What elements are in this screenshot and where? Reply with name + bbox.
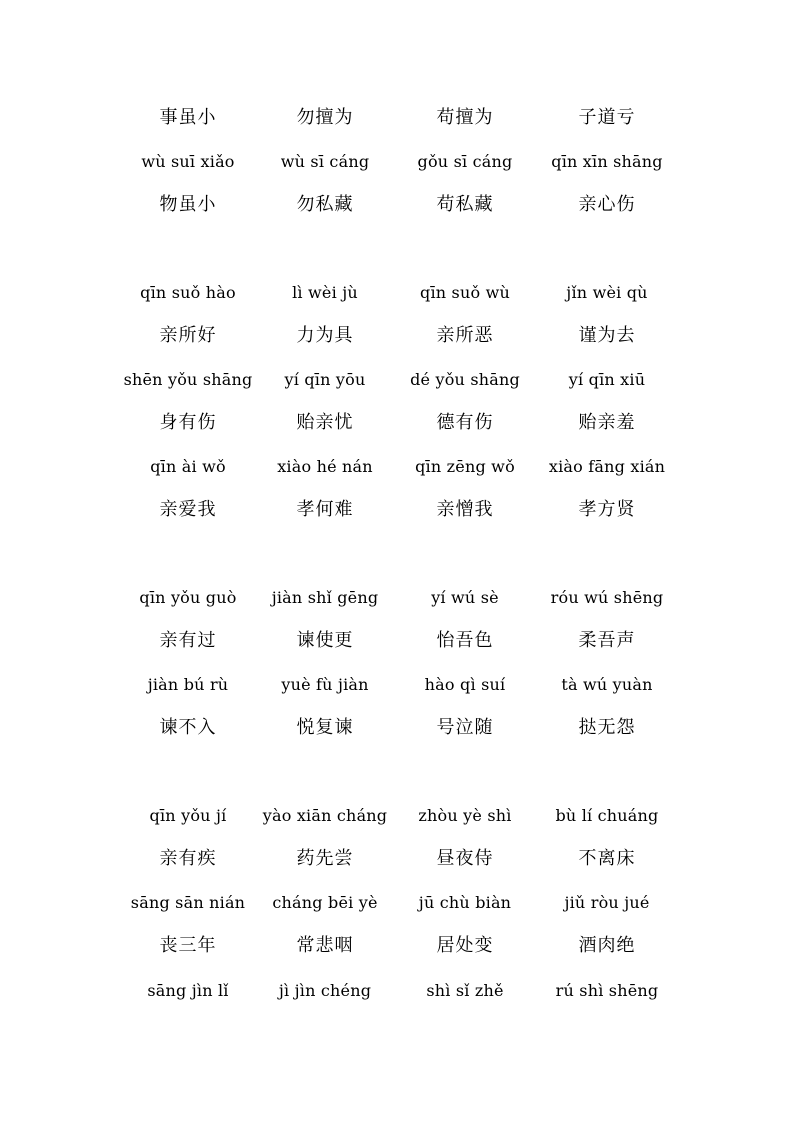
verse-text: 德有伤: [436, 412, 494, 433]
verse-row: [0, 497, 794, 523]
pinyin-text: yuè fù jiàn: [281, 675, 369, 694]
pinyin-row: [0, 890, 794, 916]
verse-text: 亲爱我: [159, 499, 217, 520]
pinyin-text: qīn suǒ hào: [140, 283, 236, 302]
pinyin-text: qīn yǒu guò: [139, 588, 237, 607]
pinyin-text: dé yǒu shāng: [410, 370, 520, 389]
verse-text: 亲心伤: [578, 194, 636, 215]
verse-row: [0, 323, 794, 349]
pinyin-row: [0, 585, 794, 611]
verse-text: 常悲咽: [296, 935, 354, 956]
verse-text: 号泣随: [436, 717, 494, 738]
pinyin-row: [0, 280, 794, 306]
verse-text: 怡吾色: [436, 630, 494, 651]
pinyin-text: gǒu sī cáng: [417, 152, 513, 171]
verse-text: 悦复谏: [296, 717, 354, 738]
verse-text: 谏不入: [159, 717, 217, 738]
pinyin-text: qīn zēng wǒ: [415, 457, 515, 476]
verse-row: [0, 192, 794, 218]
pinyin-text: yí qīn xiū: [568, 370, 646, 389]
verse-text: 贻亲忧: [296, 412, 354, 433]
pinyin-text: rú shì shēng: [555, 981, 659, 1000]
pinyin-text: qīn yǒu jí: [149, 806, 227, 825]
pinyin-text: yào xiān cháng: [262, 806, 388, 825]
pinyin-text: cháng bēi yè: [272, 893, 378, 912]
verse-text: 谨为去: [578, 325, 636, 346]
verse-text: 亲所好: [159, 325, 217, 346]
pinyin-row: [0, 454, 794, 480]
pinyin-text: jì jìn chéng: [278, 981, 372, 1000]
pinyin-text: jiàn shǐ gēng: [271, 588, 379, 607]
pinyin-row: [0, 978, 794, 1004]
pinyin-text: zhòu yè shì: [418, 806, 512, 825]
verse-text: 子道亏: [578, 107, 636, 128]
pinyin-row: [0, 149, 794, 175]
verse-text: 物虽小: [159, 194, 217, 215]
pinyin-text: sāng sān nián: [130, 893, 246, 912]
verse-text: 昼夜侍: [436, 848, 494, 869]
verse-text: 挞无怨: [578, 717, 636, 738]
pinyin-text: shì sǐ zhě: [426, 981, 504, 1000]
verse-row: [0, 715, 794, 741]
pinyin-row: [0, 803, 794, 829]
pinyin-text: xiào hé nán: [277, 457, 373, 476]
verse-text: 力为具: [296, 325, 354, 346]
verse-row: [0, 410, 794, 436]
pinyin-text: sāng jìn lǐ: [147, 981, 229, 1000]
verse-text: 勿擅为: [296, 107, 354, 128]
verse-text: 谏使更: [296, 630, 354, 651]
verse-text: 苟擅为: [436, 107, 494, 128]
verse-text: 酒肉绝: [578, 935, 636, 956]
pinyin-text: bù lí chuáng: [555, 806, 659, 825]
pinyin-text: yí wú sè: [431, 588, 499, 607]
pinyin-text: hào qì suí: [424, 675, 506, 694]
verse-text: 事虽小: [159, 107, 217, 128]
verse-text: 亲有疾: [159, 848, 217, 869]
pinyin-text: róu wú shēng: [550, 588, 664, 607]
pinyin-text: qīn xīn shāng: [551, 152, 663, 171]
verse-row: [0, 105, 794, 131]
verse-row: [0, 846, 794, 872]
verse-row: [0, 628, 794, 654]
verse-text: 不离床: [578, 848, 636, 869]
verse-text: 柔吾声: [578, 630, 636, 651]
verse-text: 药先尝: [296, 848, 354, 869]
pinyin-text: xiào fāng xián: [548, 457, 666, 476]
verse-text: 亲有过: [159, 630, 217, 651]
pinyin-text: yí qīn yōu: [284, 370, 366, 389]
verse-text: 贻亲羞: [578, 412, 636, 433]
verse-text: 身有伤: [159, 412, 217, 433]
pinyin-row: [0, 672, 794, 698]
verse-text: 亲所恶: [436, 325, 494, 346]
pinyin-text: jiǔ ròu jué: [564, 893, 650, 912]
verse-text: 孝何难: [296, 499, 354, 520]
pinyin-text: jū chù biàn: [418, 893, 512, 912]
pinyin-text: qīn ài wǒ: [150, 457, 226, 476]
verse-text: 亲憎我: [436, 499, 494, 520]
verse-text: 居处变: [436, 935, 494, 956]
pinyin-text: wù suī xiǎo: [141, 152, 235, 171]
verse-row: [0, 933, 794, 959]
pinyin-text: lì wèi jù: [292, 283, 358, 302]
pinyin-text: jǐn wèi qù: [566, 283, 648, 302]
verse-text: 勿私藏: [296, 194, 354, 215]
pinyin-text: tà wú yuàn: [561, 675, 653, 694]
pinyin-text: jiàn bú rù: [147, 675, 229, 694]
pinyin-text: wù sī cáng: [280, 152, 370, 171]
verse-text: 孝方贤: [578, 499, 636, 520]
verse-text: 丧三年: [159, 935, 217, 956]
pinyin-row: [0, 367, 794, 393]
verse-text: 苟私藏: [436, 194, 494, 215]
pinyin-text: qīn suǒ wù: [420, 283, 510, 302]
pinyin-text: shēn yǒu shāng: [123, 370, 253, 389]
